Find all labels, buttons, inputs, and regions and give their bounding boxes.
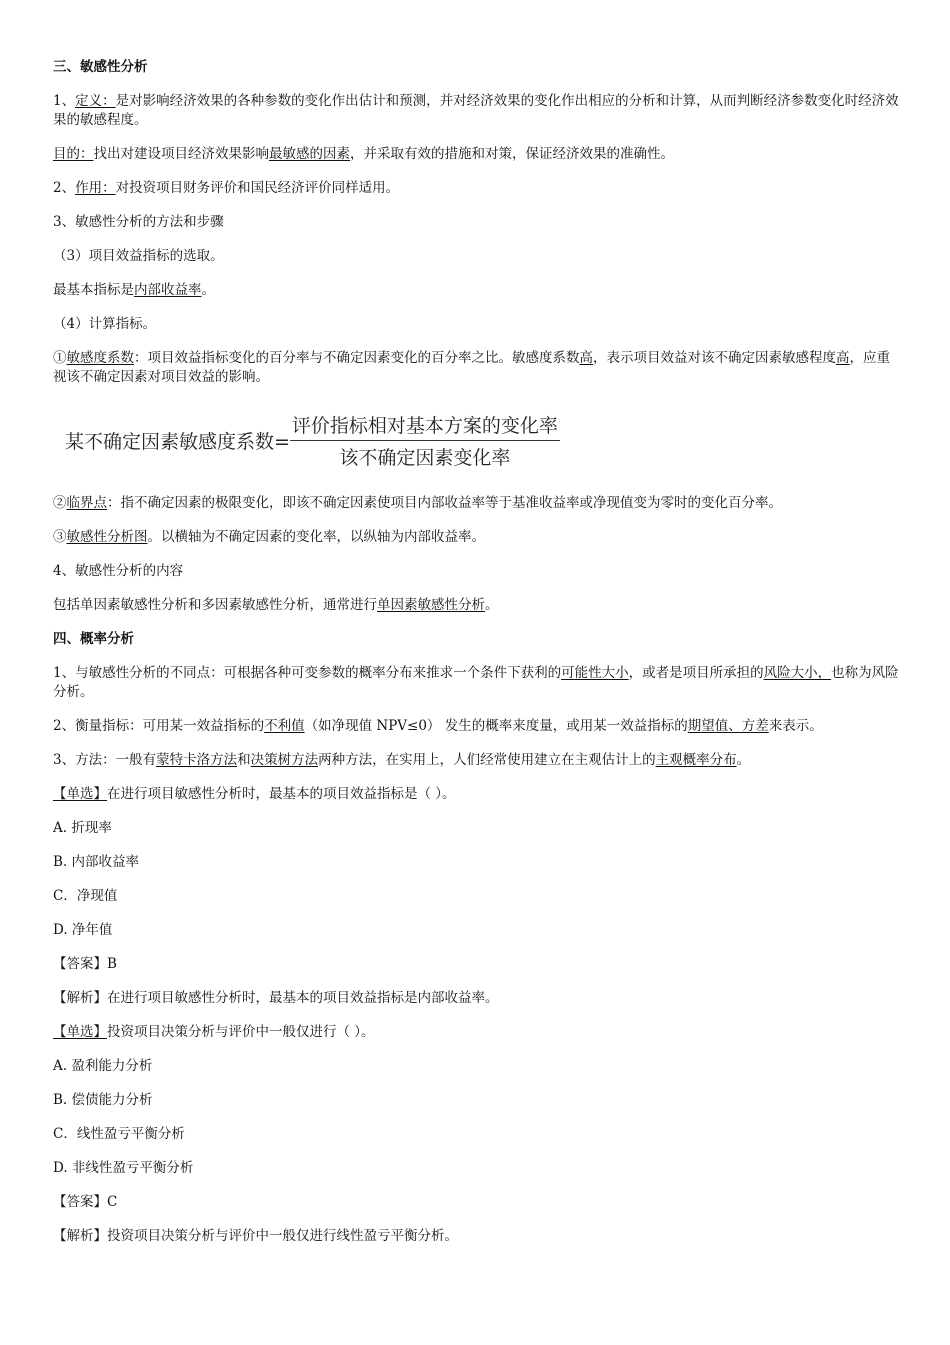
answer-1-tag: 【答案】 (53, 956, 107, 972)
explain-1-text: 在进行项目敏感性分析时，最基本的项目效益指标是内部收益率。 (107, 990, 499, 1006)
function-text: 对投资项目财务评价和国民经济评价同样适用。 (115, 180, 400, 196)
content-paragraph (53, 596, 903, 615)
formula-lhs: 某不确定因素敏感度系数= (65, 431, 290, 453)
content-heading: 4、敏感性分析的内容 (53, 563, 184, 579)
critical-term: 临界点 (66, 495, 107, 511)
content-text-b: 。 (485, 597, 499, 613)
question-2-explanation (53, 1227, 903, 1246)
explain-1-tag: 【解析】 (53, 990, 107, 1006)
sensitivity-formula (65, 411, 903, 470)
question-2-option-d: D. 非线性盈亏平衡分析 (53, 1160, 194, 1176)
measure-paragraph (53, 717, 903, 736)
methods-text-a: 3、方法：一般有 (53, 752, 157, 768)
content-text-a: 包括单因素敏感性分析和多因素敏感性分析，通常进行 (53, 597, 377, 613)
coefficient-keyword-2: 高 (836, 350, 850, 366)
purpose-keyword: 最敏感的因素 (269, 146, 350, 162)
measure-keyword-1: 不利值 (264, 718, 305, 734)
difference-text-a: 1、与敏感性分析的不同点：可根据各种可变参数的概率分布来推求一个条件下获利的 (53, 665, 562, 681)
question-1-option-d: D. 净年值 (53, 922, 113, 938)
function-paragraph (53, 179, 903, 198)
methods-keyword-1: 蒙特卡洛方法 (156, 752, 238, 768)
purpose-text-a: 找出对建设项目经济效果影响 (93, 146, 269, 162)
difference-keyword-2: 风险大小， (763, 665, 832, 681)
question-2-tag: 【单选】 (53, 1024, 107, 1040)
definition-prefix: 1、 (53, 93, 76, 109)
definition-paragraph (53, 92, 903, 130)
formula-fraction (290, 411, 560, 470)
methods-text-b: 和 (237, 752, 251, 768)
question-2-option-c: C．线性盈亏平衡分析 (53, 1126, 185, 1142)
coefficient-mark: ① (53, 350, 67, 366)
formula-numerator: 评价指标相对基本方案的变化率 (290, 411, 560, 441)
question-2-option-a: A. 盈利能力分析 (53, 1058, 153, 1074)
measure-text-a: 2、衡量指标：可用某一效益指标的 (53, 718, 265, 734)
question-2-answer (53, 1193, 903, 1212)
basic-keyword: 内部收益率 (134, 282, 202, 298)
question-1-text: 在进行项目敏感性分析时，最基本的项目效益指标是（ ）。 (107, 786, 456, 802)
explain-2-tag: 【解析】 (53, 1228, 107, 1244)
coefficient-text-c: ，应重视该不确定因素对项目效益的影响。 (53, 350, 890, 385)
coefficient-keyword-1: 高 (579, 350, 593, 366)
step-3-paragraph: （3）项目效益指标的选取。 (53, 248, 224, 264)
coefficient-paragraph (53, 349, 903, 387)
methods-text-d: 。 (736, 752, 751, 768)
question-1-option-c: C．净现值 (53, 888, 118, 904)
chart-text: 。以横轴为不确定因素的变化率，以纵轴为内部收益率。 (147, 529, 485, 545)
step-4-paragraph: （4）计算指标。 (53, 316, 157, 332)
document-page (53, 58, 903, 1246)
chart-term: 敏感性分析图 (66, 529, 148, 545)
function-prefix: 2、 (53, 180, 76, 196)
question-1-option-a: A. 折现率 (53, 820, 112, 836)
question-2-text: 投资项目决策分析与评价中一般仅进行（ ）。 (107, 1024, 375, 1040)
question-1-explanation (53, 989, 903, 1008)
basic-indicator-paragraph (53, 281, 903, 300)
difference-paragraph (53, 664, 903, 702)
basic-text-a: 最基本指标是 (53, 282, 134, 298)
measure-keyword-2: 期望值、方差 (687, 718, 769, 734)
content-keyword: 单因素敏感性分析 (377, 597, 485, 613)
question-1-option-b: B. 内部收益率 (53, 854, 140, 870)
chart-mark: ③ (53, 529, 67, 545)
explain-2-text: 投资项目决策分析与评价中一般仅进行线性盈亏平衡分析。 (107, 1228, 458, 1244)
critical-point-paragraph (53, 494, 903, 513)
difference-text-c: 也称为风险分析。 (53, 665, 899, 700)
difference-keyword-1: 可能性大小 (561, 665, 629, 681)
coefficient-text-a: ：项目效益指标变化的百分率与不确定因素变化的百分率之比。敏感度系数 (134, 350, 580, 366)
definition-text: 是对影响经济效果的各种参数的变化作出估计和预测，并对经济效果的变化作出相应的分析和计算，从而判断经济参数变化时经济效果的敏感程度。 (53, 93, 899, 128)
definition-term: 定义： (75, 93, 116, 109)
basic-text-b: 。 (201, 282, 215, 298)
measure-text-c: 来表示。 (768, 718, 823, 734)
methods-text-c: 两种方法，在实用上，人们经常使用建立在主观估计上的 (318, 752, 656, 768)
coefficient-text-b: ，表示项目效益对该不确定因素敏感程度 (593, 350, 836, 366)
purpose-term: 目的： (53, 146, 94, 162)
methods-keyword-3: 主观概率分布 (655, 752, 737, 768)
question-2-stem (53, 1023, 903, 1042)
formula-denominator: 该不确定因素变化率 (339, 447, 511, 469)
measure-text-b: （如净现值 NPV≤0） 发生的概率来度量，或用某一效益指标的 (304, 718, 688, 734)
method-paragraph: 3、敏感性分析的方法和步骤 (53, 214, 224, 230)
purpose-paragraph (53, 145, 903, 164)
question-1-answer (53, 955, 903, 974)
function-term: 作用： (75, 180, 116, 196)
critical-text: ：指不确定因素的极限变化，即该不确定因素使项目内部收益率等于基准收益率或净现值变为零时的变化百分率。 (107, 495, 782, 511)
question-1-stem (53, 785, 903, 804)
answer-2-tag: 【答案】 (53, 1194, 107, 1210)
difference-text-b: ，或者是项目所承担的 (628, 665, 764, 681)
critical-mark: ② (53, 495, 67, 511)
section-4-heading: 四、概率分析 (53, 631, 134, 647)
question-2-option-b: B. 偿债能力分析 (53, 1092, 153, 1108)
answer-2-value: C (107, 1194, 118, 1210)
methods-keyword-2: 决策树方法 (250, 752, 319, 768)
answer-1-value: B (107, 956, 117, 972)
chart-paragraph (53, 528, 903, 547)
question-1-tag: 【单选】 (53, 786, 107, 802)
purpose-text-b: ，并采取有效的措施和对策，保证经济效果的准确性。 (350, 146, 674, 162)
methods-paragraph (53, 751, 903, 770)
coefficient-term: 敏感度系数 (66, 350, 134, 366)
section-3-heading: 三、敏感性分析 (53, 59, 148, 75)
